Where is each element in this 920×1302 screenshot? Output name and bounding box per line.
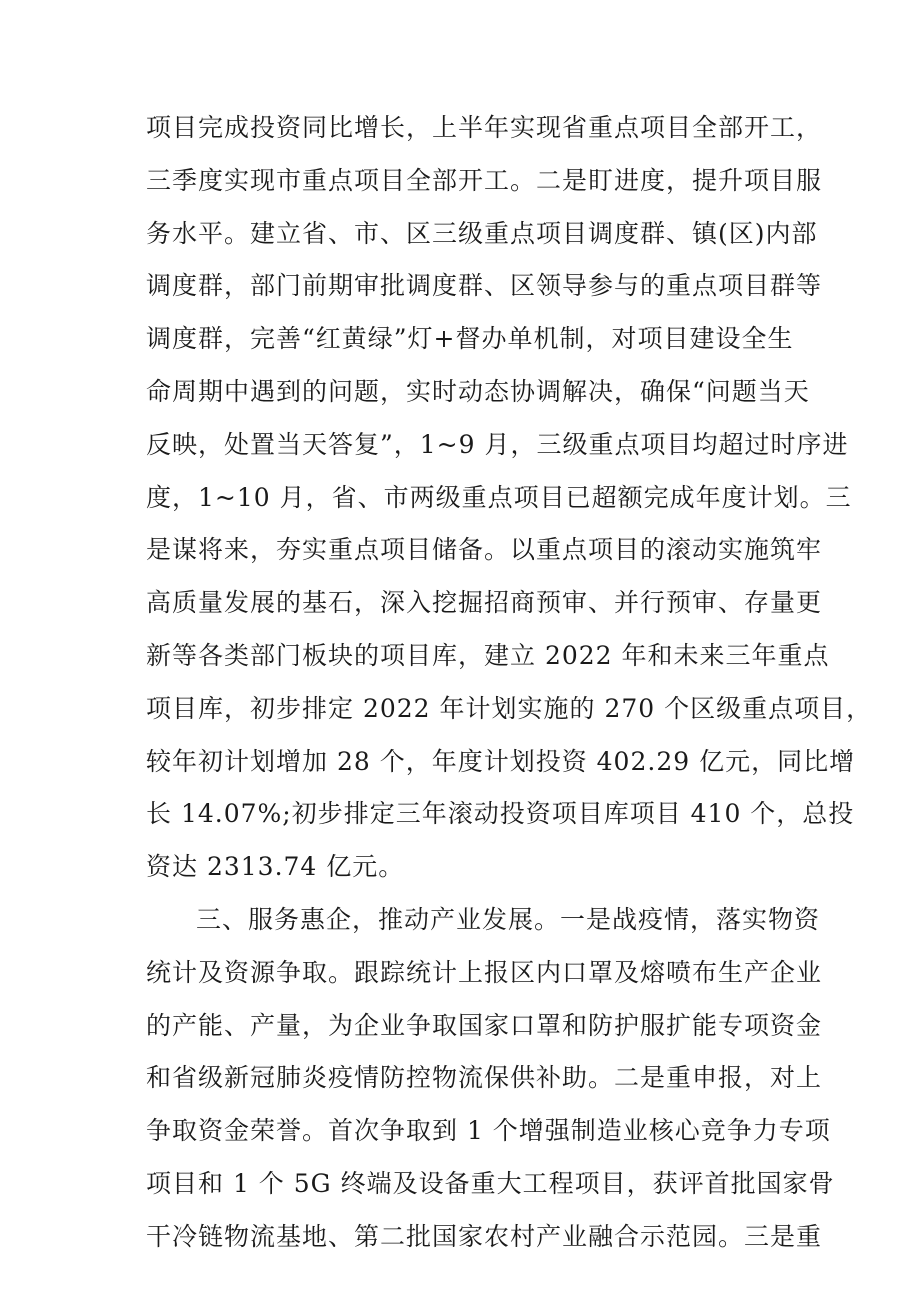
text-line: 和省级新冠肺炎疫情防控物流保供补助。二是重申报，对上 — [146, 1063, 823, 1093]
text-line: 项目完成投资同比增长，上半年实现省重点项目全部开工， — [146, 113, 823, 142]
text-line: 调度群，部门前期审批调度群、区领导参与的重点项目群等 — [146, 271, 823, 301]
paragraph-start-line: 三、服务惠企，推动产业发展。一是战疫情，落实物资 — [196, 904, 821, 934]
text-line: 长 14.07%;初步排定三年滚动投资项目库项目 410 个，总投 — [146, 799, 855, 829]
text-line: 命周期中遇到的问题，实时动态协调解决，确保“问题当天 — [146, 376, 810, 406]
text-line: 争取资金荣誉。首次争取到 1 个增强制造业核心竞争力专项 — [146, 1116, 831, 1146]
text-line: 资达 2313.74 亿元。 — [146, 852, 405, 882]
text-line: 高质量发展的基石，深入挖掘招商预审、并行预审、存量更 — [146, 588, 823, 618]
body-text — [146, 102, 873, 1264]
text-line: 度，1~10 月，省、市两级重点项目已超额完成年度计划。三 — [146, 482, 852, 512]
text-line: 反映，处置当天答复”，1~9 月，三级重点项目均超过时序进 — [146, 429, 849, 459]
text-line: 调度群，完善“红黄绿”灯+督办单机制，对项目建设全生 — [146, 324, 794, 354]
text-line: 新等各类部门板块的项目库，建立 2022 年和未来三年重点 — [146, 640, 830, 670]
text-line: 统计及资源争取。跟踪统计上报区内口罩及熔喷布生产企业 — [146, 957, 823, 987]
text-line: 较年初计划增加 28 个，年度计划投资 402.29 亿元，同比增 — [146, 746, 856, 776]
text-line: 是谋将来，夯实重点项目储备。以重点项目的滚动实施筑牢 — [146, 535, 823, 565]
text-line: 务水平。建立省、市、区三级重点项目调度群、镇(区)内部 — [146, 218, 818, 248]
text-line: 的产能、产量，为企业争取国家口罩和防护服扩能专项资金 — [146, 1010, 823, 1040]
text-line: 项目库，初步排定 2022 年计划实施的 270 个区级重点项目， — [146, 693, 873, 723]
text-line: 干冷链物流基地、第二批国家农村产业融合示范园。三是重 — [146, 1221, 823, 1251]
text-line: 三季度实现市重点项目全部开工。二是盯进度，提升项目服 — [146, 165, 823, 195]
text-line: 项目和 1 个 5G 终端及设备重大工程项目，获评首批国家骨 — [146, 1168, 835, 1198]
